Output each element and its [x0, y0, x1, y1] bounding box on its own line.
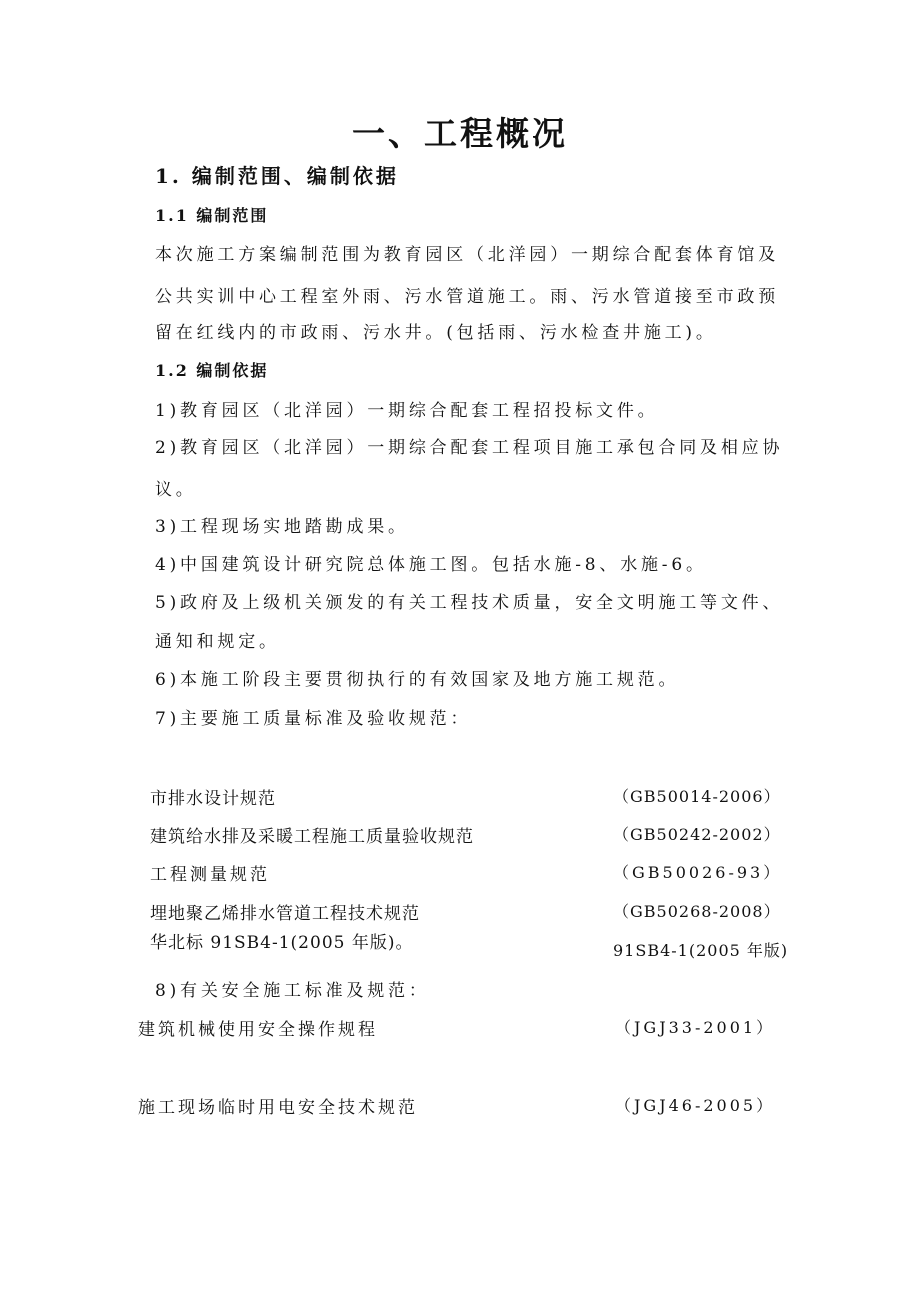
list-item: 5)政府及上级机关颁发的有关工程技术质量，安全文明施工等文件、: [155, 593, 784, 613]
section-1-1-heading: 1.1 编制范围: [155, 206, 269, 225]
standard-name: 华北标 91SB4-1(2005 年版)。: [150, 933, 414, 953]
paragraph-line: 公共实训中心工程室外雨、污水管道施工。雨、污水管道接至市政预: [155, 287, 779, 307]
list-item: 7)主要施工质量标准及验收规范：: [155, 709, 472, 729]
standard-name: 工程测量规范: [150, 865, 270, 885]
standard-name: 埋地聚乙烯排水管道工程技术规范: [150, 904, 420, 924]
standard-name: 建筑给水排及采暖工程施工质量验收规范: [150, 827, 474, 847]
list-item: 通知和规定。: [155, 632, 280, 652]
standard-code: （JGJ33-2001）: [615, 1018, 776, 1037]
list-item: 1)教育园区（北洋园）一期综合配套工程招投标文件。: [155, 401, 659, 421]
section-1-heading: 1. 编制范围、编制依据: [155, 164, 399, 188]
standard-code: （GB50242-2002）: [613, 825, 781, 844]
safety-heading: 8)有关安全施工标准及规范：: [155, 981, 430, 1001]
paragraph-line: 本次施工方案编制范围为教育园区（北洋园）一期综合配套体育馆及: [155, 245, 779, 265]
standard-name: 市排水设计规范: [150, 789, 276, 809]
list-item: 4)中国建筑设计研究院总体施工图。包括水施-8、水施-6。: [155, 555, 707, 575]
standard-code: （GB50014-2006）: [613, 787, 781, 806]
paragraph-line: 留在红线内的市政雨、污水井。(包括雨、污水检查井施工)。: [155, 323, 717, 343]
list-item: 3)工程现场实地踏勘成果。: [155, 517, 409, 537]
section-1-2-heading: 1.2 编制依据: [155, 361, 269, 380]
list-item: 议。: [155, 480, 197, 500]
list-item: 6)本施工阶段主要贯彻执行的有效国家及地方施工规范。: [155, 670, 680, 690]
page-title: 一、工程概况: [352, 114, 568, 153]
standard-code: （GB50268-2008）: [613, 902, 781, 921]
standard-code: 91SB4-1(2005 年版): [613, 941, 789, 960]
standard-code: （JGJ46-2005）: [615, 1096, 776, 1115]
standard-name: 施工现场临时用电安全技术规范: [138, 1098, 418, 1118]
list-item: 2)教育园区（北洋园）一期综合配套工程项目施工承包合同及相应协: [155, 438, 784, 458]
standard-name: 建筑机械使用安全操作规程: [138, 1020, 378, 1040]
standard-code: （GB50026-93）: [613, 863, 783, 882]
